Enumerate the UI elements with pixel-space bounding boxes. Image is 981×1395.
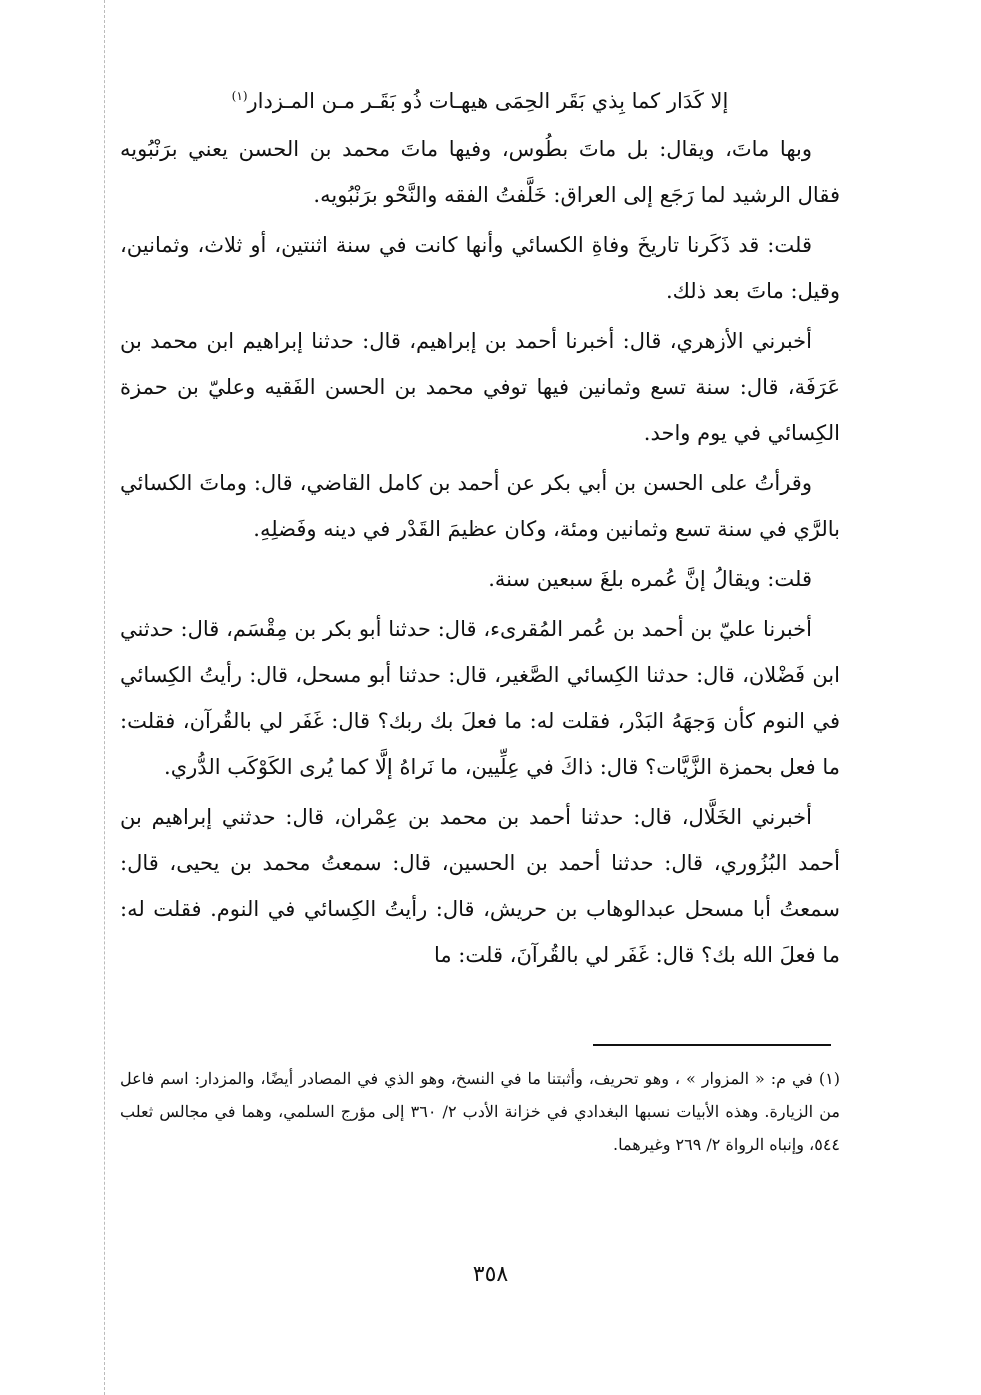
paragraph: وبها ماتَ، ويقال: بل ماتَ بطُوس، وفيها ماتَ محمد بن الحسن يعني برَنْبُويه فقال الرشيد لما رَجَع إلى العراق: خَلَّفتُ الفقه والنَّحْو برَنْبُويه. [120, 137, 840, 207]
paragraph: أخبرني الأزهري، قال: أخبرنا أحمد بن إبراهيم، قال: حدثنا إبراهيم ابن محمد بن عَرَفَة، قال: سنة تسع وثمانين فيها توفي محمد بن الحسن الفَقيه وعليّ بن حمزة الكِسائي في يوم واحد. [120, 329, 840, 445]
footnote-marker[interactable]: (١) [231, 89, 248, 103]
paragraph: قلت: قد ذَكَرنا تاريخَ وفاةِ الكسائي وأنها كانت في سنة اثنتين، أو ثلاث، وثمانين، وقيل: ماتَ بعد ذلك. [120, 233, 840, 303]
page-number: ٣٥٨ [472, 1262, 509, 1287]
paragraph: وقرأتُ على الحسن بن أبي بكر عن أحمد بن كامل القاضي، قال: وماتَ الكسائي بالرَّي في سنة تسع وثمانين ومئة، وكان عظيمَ القَدْر في دينه وفَضلِهِ. [120, 471, 840, 541]
footnote [120, 1062, 840, 1161]
footnote-number: (١) [818, 1069, 841, 1088]
footnote-separator [593, 1044, 831, 1046]
footnote-body [120, 1062, 840, 1161]
paragraph: أخبرني الخَلَّال، قال: حدثنا أحمد بن محمد بن عِمْران، قال: حدثني إبراهيم بن أحمد البُزُوري، قال: حدثنا أحمد بن الحسين، قال: سمعتُ محمد بن يحيى، قال: سمعتُ أبا مسحل عبدالوهاب بن حريش، قال: رأيتُ الكِسائي في النوم. فقلت له: ما فعلَ الله بك؟ قال: غَفَر لي بالقُرآنَ، قلت: ما [120, 805, 840, 967]
main-text [120, 78, 840, 982]
paragraph: قلت: ويقالُ إنَّ عُمره بلغَ سبعين سنة. [488, 567, 812, 591]
scan-edge-line [104, 0, 105, 1395]
footnote-text: في م: « المزوار » ، وهو تحريف، وأثبتنا ما في النسخ، وهو الذي في المصادر أيضًا، والمزدار: اسم فاعل من الزيارة. وهذه الأبيات نسبها البغدادي في خزانة الأدب ٢/ ٣٦٠ إلى مؤرج السلمي، وهما في مجالس ثعلب ٥٤٤، وإنباه الرواة ٢/ ٢٦٩ وغيرهما. [120, 1069, 840, 1154]
verse-line: إلا كَدَار كما بِذي بَقَر الحِمَى هيهـات ذُو بَقَـر مـن المـزدار$^{(١)}$ [231, 89, 729, 113]
paragraph: أخبرنا عليّ بن أحمد بن عُمر المُقرىء، قال: حدثنا أبو بكر بن مِقْسَم، قال: حدثني ابن فَضْلان، قال: حدثنا الكِسائي الصَّغير، قال: حدثنا أبو مسحل، قال: رأيتُ الكِسائي في النوم كأن وَجهَهُ البَدْر، فقلت له: ما فعلَ بك ربك؟ قال: غَفَر لي بالقُرآن، فقلت: ما فعل بحمزة الزَّيَّات؟ قال: ذاكَ في عِلِّيين، ما نَراهُ إلَّا كما يُرى الكَوْكَب الدُّري. [120, 617, 840, 779]
